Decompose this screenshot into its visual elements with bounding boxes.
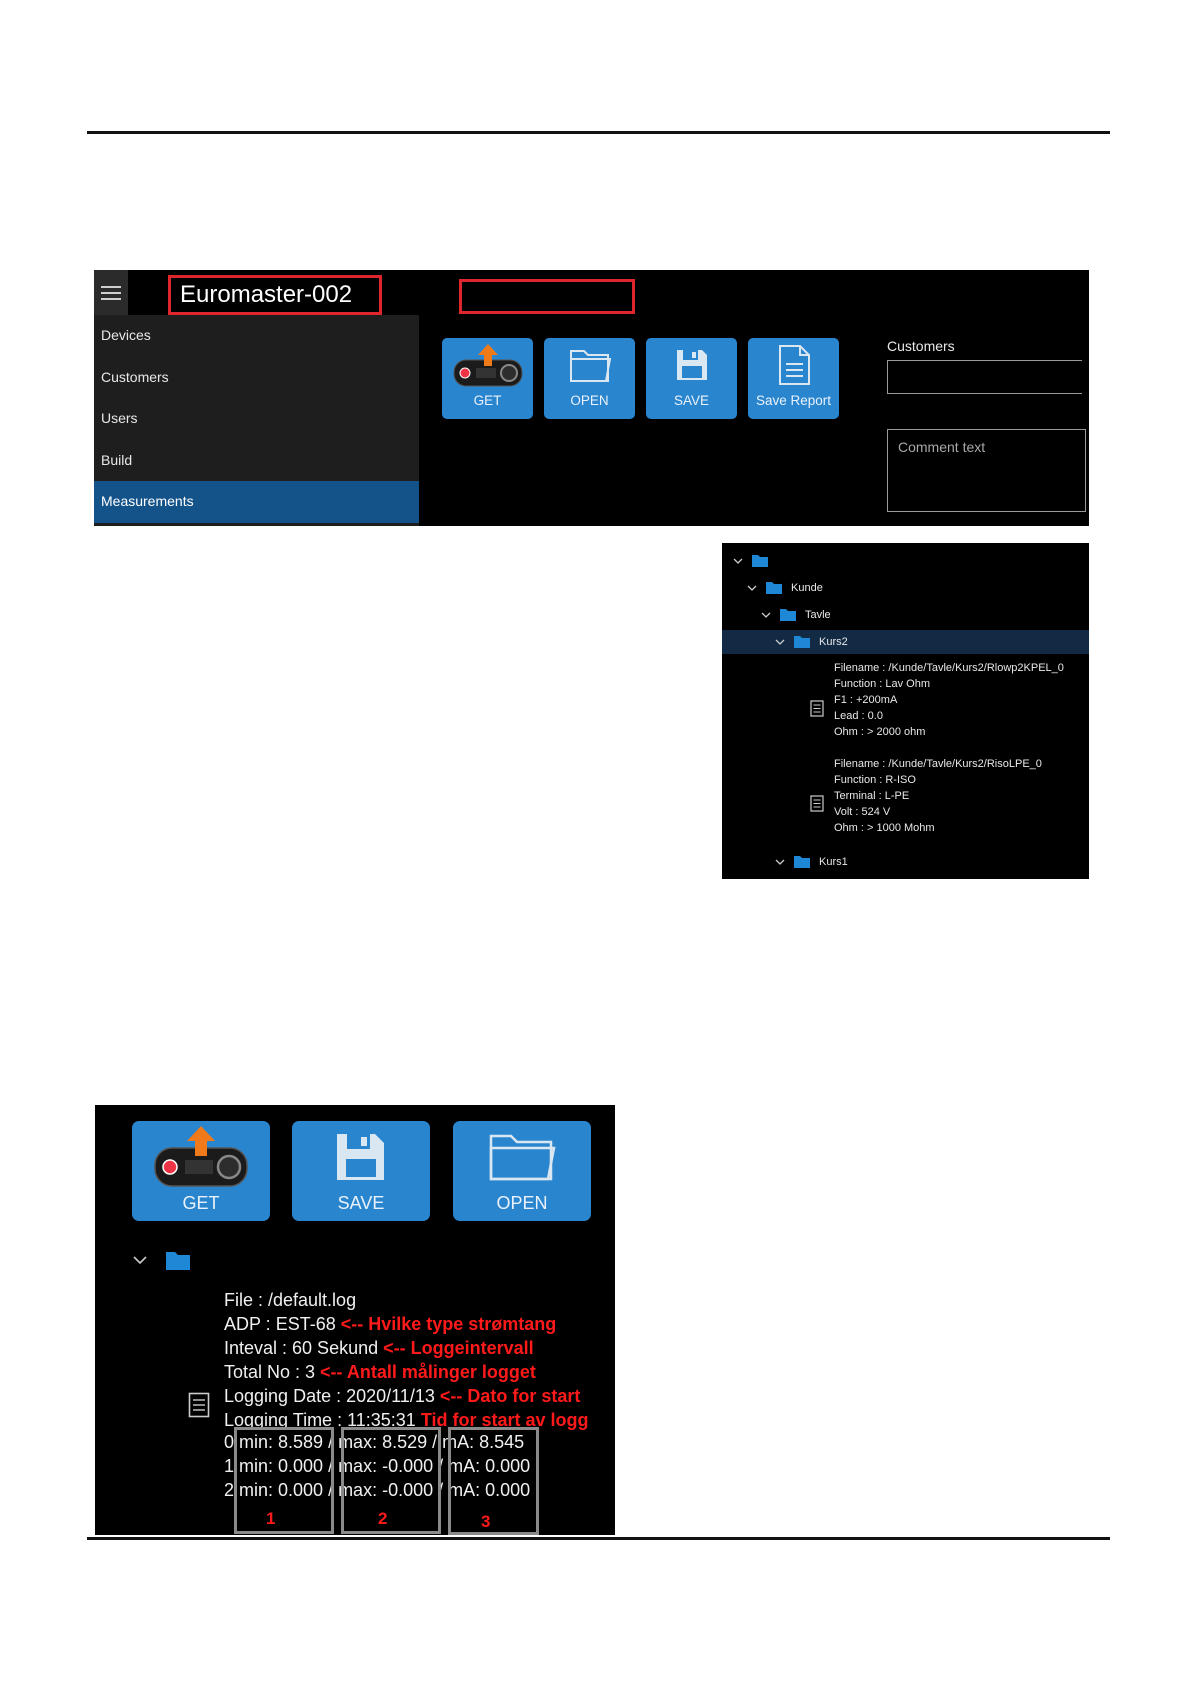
open-button[interactable] bbox=[453, 1121, 591, 1221]
log-line-text: File : /default.log bbox=[224, 1290, 357, 1310]
save-label: SAVE bbox=[337, 1193, 385, 1213]
tree-node-label: Kunde bbox=[791, 582, 823, 594]
log-line-total bbox=[224, 1360, 589, 1384]
annotation-note: Tid for start av logg bbox=[420, 1410, 589, 1430]
folder-icon bbox=[751, 554, 769, 568]
open-button[interactable] bbox=[544, 338, 635, 419]
top-rule bbox=[87, 131, 1110, 134]
log-line-text: ADP : EST-68 bbox=[224, 1314, 341, 1334]
folder-icon bbox=[568, 338, 612, 392]
record-f1: F1 : +200mA bbox=[834, 694, 898, 706]
save-report-button[interactable] bbox=[748, 338, 839, 419]
measurement-record[interactable] bbox=[834, 756, 1042, 836]
log-line-interval bbox=[224, 1336, 589, 1360]
sidebar-item-devices[interactable]: Devices bbox=[101, 327, 151, 343]
log-line-text: Total No : 3 bbox=[224, 1362, 321, 1382]
sidebar-item-customers[interactable]: Customers bbox=[101, 368, 169, 385]
report-icon bbox=[777, 338, 811, 392]
annotation-box bbox=[448, 1427, 539, 1535]
tree-node-label: Kurs2 bbox=[819, 636, 848, 648]
folder-icon bbox=[793, 635, 811, 649]
sidebar bbox=[94, 315, 419, 526]
tree-node-kurs1[interactable] bbox=[722, 850, 1089, 874]
chevron-down-icon[interactable] bbox=[133, 1255, 147, 1265]
open-label: OPEN bbox=[570, 393, 609, 408]
record-volt: Volt : 524 V bbox=[834, 806, 891, 818]
save-icon bbox=[334, 1121, 388, 1193]
log-line-text: Logging Time : 11:35:31 bbox=[224, 1410, 421, 1430]
save-icon bbox=[674, 338, 710, 392]
record-filename: Filename : /Kunde/Tavle/Kurs2/Rlowp2KPEL_0 bbox=[834, 662, 1064, 674]
get-button[interactable] bbox=[442, 338, 533, 419]
sidebar-item-users[interactable]: Users bbox=[101, 410, 138, 426]
document-icon bbox=[188, 1392, 210, 1418]
device-name: Euromaster-002 bbox=[168, 275, 382, 315]
device-upload-icon bbox=[151, 1121, 251, 1193]
annotation-note: <-- Antall målinger logget bbox=[320, 1362, 536, 1382]
log-line-text: Inteval : 60 Sekund bbox=[224, 1338, 384, 1358]
save-label: SAVE bbox=[673, 393, 709, 408]
chevron-down-icon[interactable] bbox=[775, 857, 785, 867]
get-button[interactable] bbox=[132, 1121, 270, 1221]
measurement-tree bbox=[722, 543, 1089, 879]
tree-node-root[interactable] bbox=[722, 549, 1089, 573]
tree-node-tavle[interactable] bbox=[722, 603, 1089, 627]
log-line-text: Logging Date : 2020/11/13 bbox=[224, 1386, 440, 1406]
annotation-box bbox=[341, 1427, 441, 1534]
chevron-down-icon[interactable] bbox=[775, 637, 785, 647]
comment-field[interactable]: Comment text bbox=[887, 429, 1086, 512]
sidebar-item-build[interactable]: Build bbox=[101, 451, 133, 468]
save-report-label: Save Report bbox=[755, 393, 832, 408]
annotation-note: <-- Hvilke type strømtang bbox=[340, 1314, 557, 1334]
annotation-number: 3 bbox=[481, 1512, 491, 1531]
document-icon bbox=[810, 700, 824, 717]
log-line-adp bbox=[224, 1312, 589, 1336]
log-data-row: 0 min: 8.589 / max: 8.529 / mA: 8.545 bbox=[224, 1432, 525, 1452]
record-ohm: Ohm : > 1000 Mohm bbox=[834, 822, 935, 834]
record-ohm: Ohm : > 2000 ohm bbox=[834, 726, 926, 738]
folder-icon bbox=[793, 855, 811, 869]
tree-node-label: Kurs1 bbox=[819, 856, 848, 868]
record-filename: Filename : /Kunde/Tavle/Kurs2/RisoLPE_0 bbox=[834, 758, 1042, 770]
customers-input[interactable] bbox=[887, 360, 1082, 394]
save-button[interactable] bbox=[292, 1121, 430, 1221]
measurement-record[interactable] bbox=[834, 660, 1064, 740]
folder-icon bbox=[765, 581, 783, 595]
get-label: GET bbox=[473, 393, 502, 408]
save-button[interactable] bbox=[646, 338, 737, 419]
bottom-rule bbox=[87, 1537, 1110, 1540]
chevron-down-icon[interactable] bbox=[733, 556, 743, 566]
app-window bbox=[94, 270, 1089, 526]
record-terminal: Terminal : L-PE bbox=[834, 790, 910, 802]
log-info[interactable] bbox=[224, 1288, 589, 1432]
annotation-note: <-- Dato for start bbox=[439, 1386, 581, 1406]
log-window bbox=[95, 1105, 615, 1535]
annotation-box bbox=[234, 1427, 334, 1534]
record-lead: Lead : 0.0 bbox=[834, 710, 883, 722]
record-function: Function : Lav Ohm bbox=[834, 678, 930, 690]
chevron-down-icon[interactable] bbox=[747, 583, 757, 593]
tree-node-label: Tavle bbox=[805, 609, 831, 621]
chevron-down-icon[interactable] bbox=[761, 610, 771, 620]
get-label: GET bbox=[182, 1193, 220, 1213]
device-upload-icon bbox=[451, 338, 525, 392]
log-line-file bbox=[224, 1288, 589, 1312]
tree-node-kurs2[interactable] bbox=[722, 630, 1089, 654]
annotation-number: 1 bbox=[266, 1509, 276, 1528]
tree-node-kunde[interactable] bbox=[722, 576, 1089, 600]
record-function: Function : R-ISO bbox=[834, 774, 916, 786]
document-icon bbox=[810, 795, 824, 812]
title-field bbox=[459, 279, 635, 314]
menu-icon[interactable] bbox=[94, 270, 128, 315]
open-label: OPEN bbox=[496, 1193, 548, 1213]
log-line-date bbox=[224, 1384, 589, 1408]
log-data-row: 2 min: 0.000 / max: -0.000 / mA: 0.000 bbox=[224, 1480, 531, 1500]
folder-icon bbox=[165, 1251, 191, 1271]
folder-icon bbox=[779, 608, 797, 622]
sidebar-item-measurements[interactable]: Measurements bbox=[94, 481, 419, 523]
log-data-row: 1 min: 0.000 / max: -0.000 / mA: 0.000 bbox=[224, 1456, 531, 1476]
annotation-number: 2 bbox=[378, 1509, 388, 1528]
customers-label: Customers bbox=[887, 338, 955, 354]
folder-icon bbox=[487, 1121, 557, 1193]
annotation-note: <-- Loggeintervall bbox=[383, 1338, 534, 1358]
